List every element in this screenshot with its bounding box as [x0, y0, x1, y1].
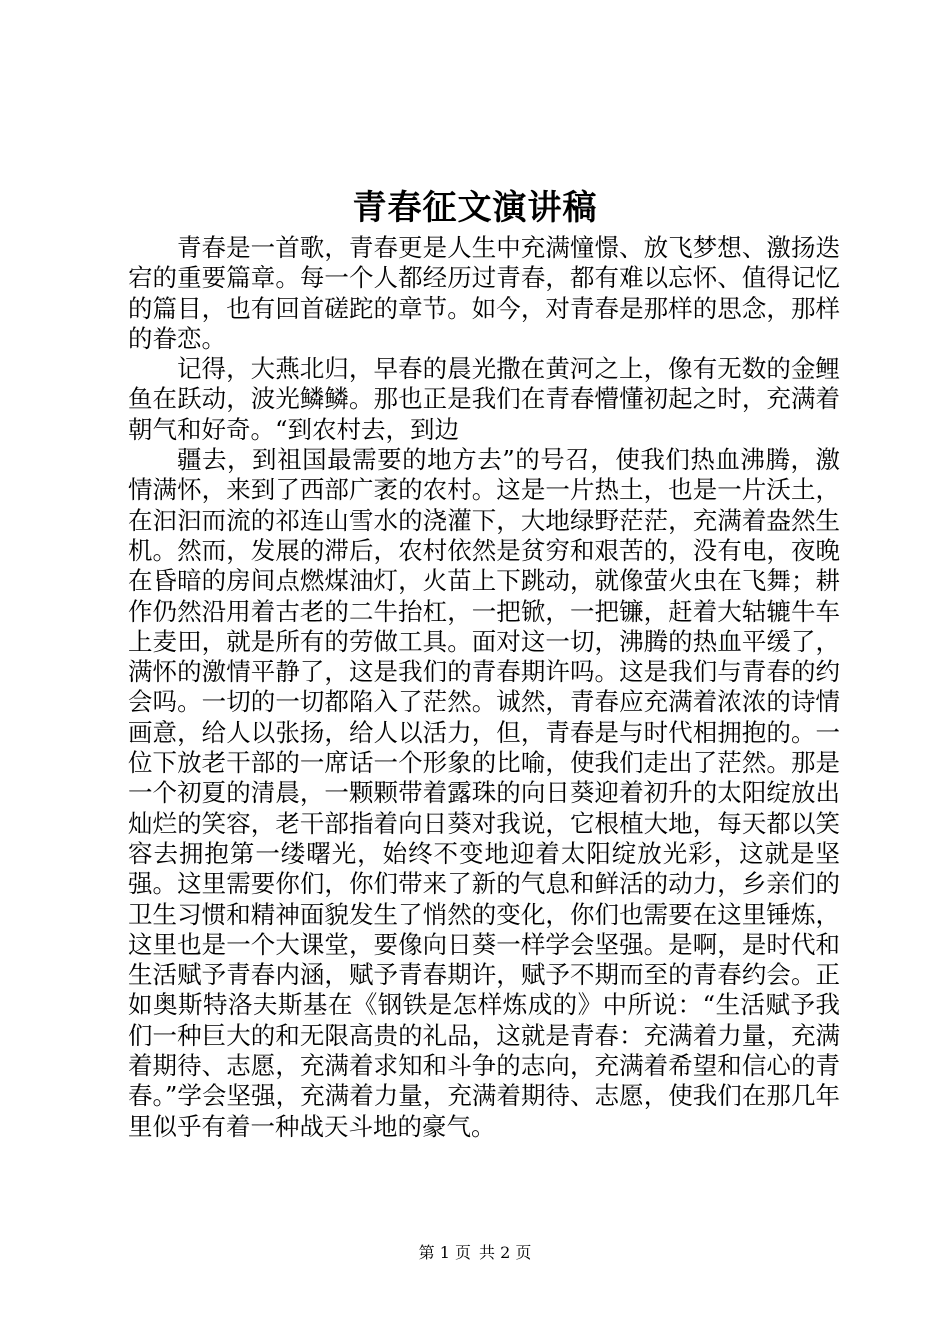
page-footer [0, 1241, 950, 1265]
document-title: 青春征文演讲稿 [352, 188, 598, 228]
paragraph: 疆去，到祖国最需要的地方去”的号召，使我们热血沸腾，激情满怀，来到了西部广袤的农村。这是一片热土，也是一片沃土，在汩汩而流的祁连山雪水的浇灌下，大地绿野茫茫，充满着盎然生机。然而，发展的滞后，农村依然是贫穷和艰苦的，没有电，夜晚在昏暗的房间点燃煤油灯，火苗上下跳动，就像萤火虫在飞舞；耕作仍然沿用着古老的二牛抬杠，一把锨，一把镰，赶着大轱辘牛车上麦田，就是所有的劳做工具。面对这一切，沸腾的热血平缓了，满怀的激情平静了，这是我们的青春期许吗。这是我们与青春的约会吗。一切的一切都陷入了茫然。诚然，青春应充满着浓浓的诗情画意，给人以张扬，给人以活力，但，青春是与时代相拥抱的。一位下放老干部的一席话一个形象的比喻，使我们走出了茫然。那是一个初夏的清晨，一颗颗带着露珠的向日葵迎着初升的太阳绽放出灿烂的笑容，老干部指着向日葵对我说，它根植大地，每天都以笑容去拥抱第一缕曙光，始终不变地迎着太阳绽放光彩，这就是坚强。这里需要你们，你们带来了新的气息和鲜活的动力，乡亲们的卫生习惯和精神面貌发生了悄然的变化，你们也需要在这里锤炼，这里也是一个大课堂，要像向日葵一样学会坚强。是啊，是时代和生活赋予青春内涵，赋予青春期许，赋予不期而至的青春约会。正如奥斯特洛夫斯基在《钢铁是怎样炼成的》中所说：“生活赋予我们一种巨大的和无限高贵的礼品，这就是青春：充满着力量，充满着期待、志愿，充满着求知和斗争的志向，充满着希望和信心的青春。”学会坚强，充满着力量，充满着期待、志愿，使我们在那几年里似乎有着一种战天斗地的豪气。 [128, 445, 840, 1141]
paragraph: 青春是一首歌，青春更是人生中充满憧憬、放飞梦想、激扬迭宕的重要篇章。每一个人都经历过青春，都有难以忘怀、值得记忆的篇目，也有回首磋跎的章节。如今，对青春是那样的思念，那样的眷恋。 [128, 233, 840, 353]
document-body [128, 233, 840, 1142]
page-number-current: 第 1 页 [418, 1243, 471, 1262]
page-number-total: 共 2 页 [479, 1243, 532, 1262]
paragraph: 记得，大燕北归，早春的晨光撒在黄河之上，像有无数的金鲤鱼在跃动，波光鳞鳞。那也正是我们在青春懵懂初起之时，充满着朝气和好奇。“到农村去，到边 [128, 354, 840, 444]
